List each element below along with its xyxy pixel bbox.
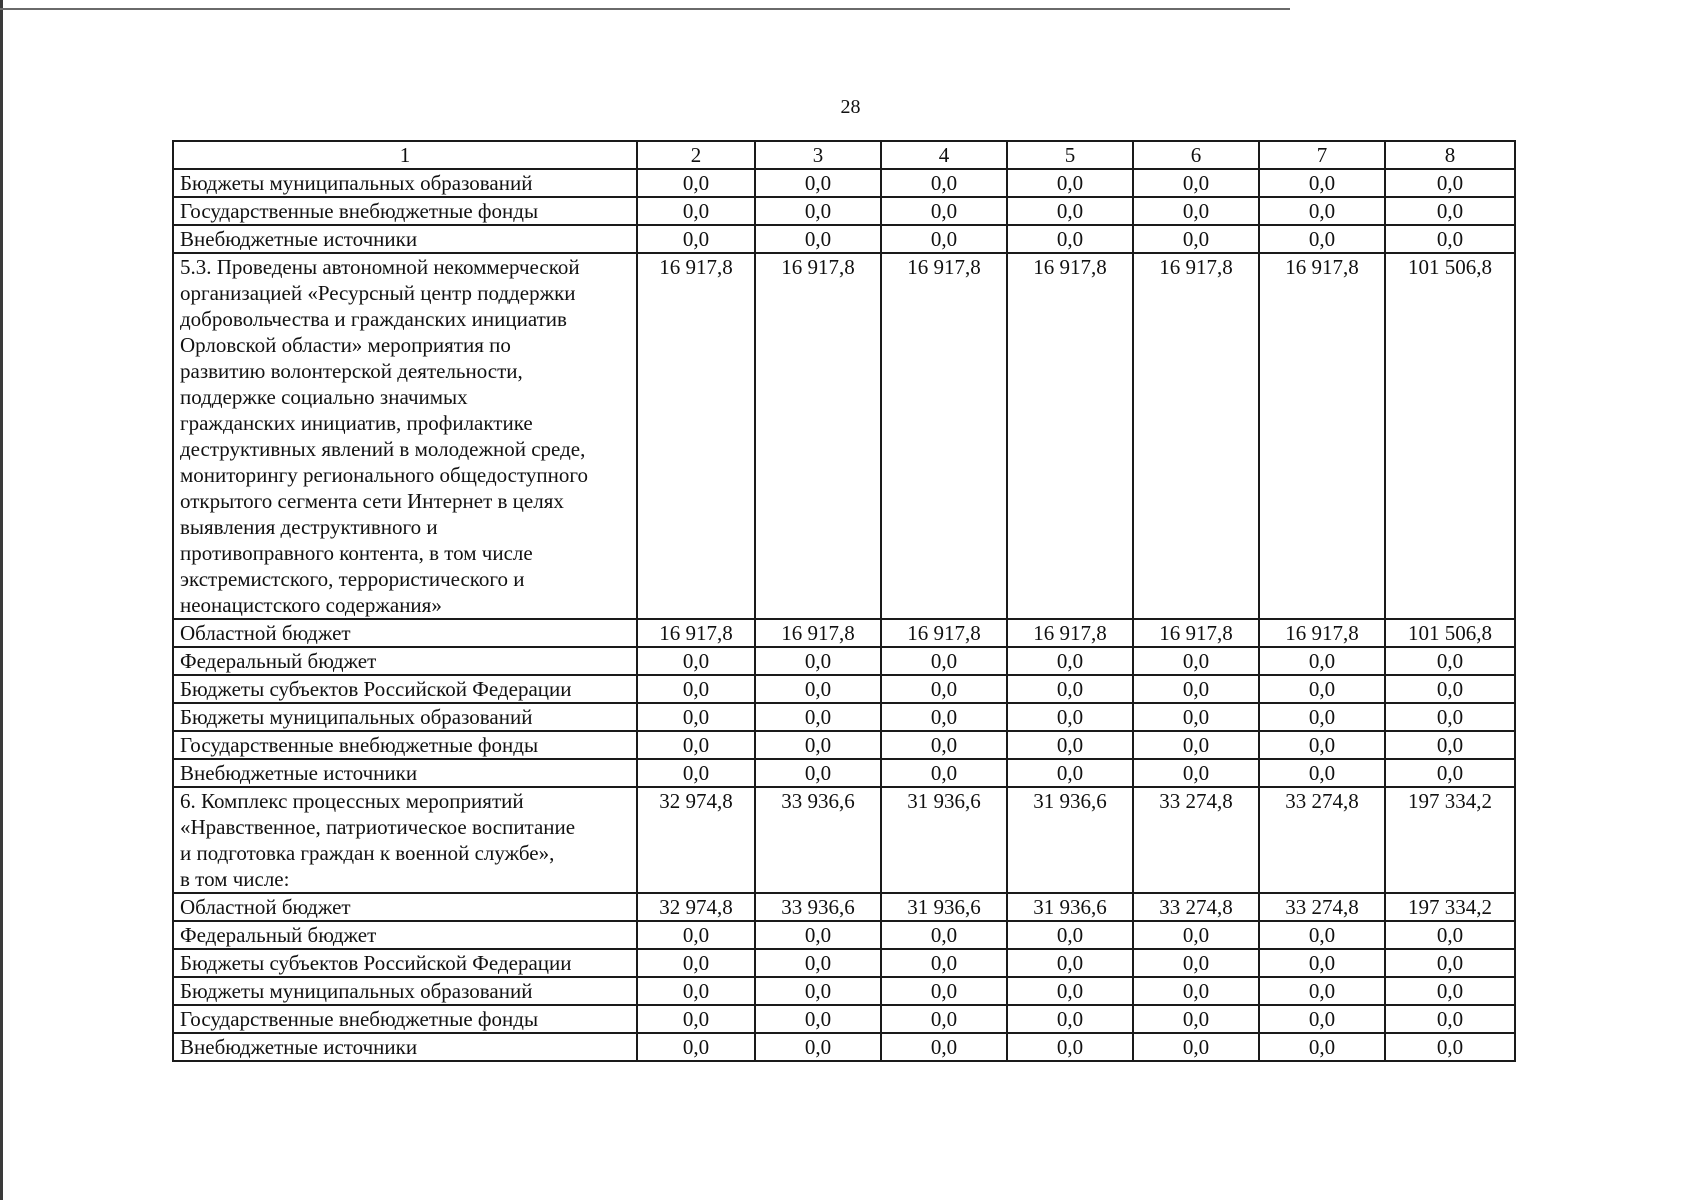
row-label-line: мониторингу регионального общедоступного — [180, 463, 588, 487]
row-value: 16 917,8 — [1007, 619, 1133, 647]
row-value: 197 334,2 — [1385, 893, 1515, 921]
row-value: 0,0 — [1259, 703, 1385, 731]
row-label-line: в том числе: — [180, 867, 290, 891]
scan-edge-top — [0, 8, 1290, 10]
row-value: 0,0 — [637, 197, 755, 225]
row-value: 0,0 — [1259, 169, 1385, 197]
row-value: 0,0 — [1133, 225, 1259, 253]
row-value: 0,0 — [1007, 949, 1133, 977]
row-value: 0,0 — [637, 703, 755, 731]
row-value: 0,0 — [1259, 1033, 1385, 1061]
table-row — [173, 197, 1515, 225]
row-value: 0,0 — [1385, 1033, 1515, 1061]
header-cell: 2 — [637, 141, 755, 169]
table-row — [173, 787, 1515, 893]
row-value: 0,0 — [1133, 949, 1259, 977]
row-value: 0,0 — [1259, 197, 1385, 225]
row-value: 0,0 — [1133, 1005, 1259, 1033]
row-value: 0,0 — [1385, 759, 1515, 787]
row-value: 0,0 — [637, 949, 755, 977]
row-value: 16 917,8 — [881, 619, 1007, 647]
row-value: 0,0 — [1385, 703, 1515, 731]
row-value: 101 506,8 — [1385, 253, 1515, 619]
row-value: 0,0 — [637, 759, 755, 787]
row-label-line: Орловской области» мероприятия по — [180, 333, 511, 357]
row-value: 0,0 — [755, 225, 881, 253]
row-value: 0,0 — [637, 647, 755, 675]
header-cell: 3 — [755, 141, 881, 169]
row-value: 0,0 — [1385, 1005, 1515, 1033]
row-value: 0,0 — [881, 1033, 1007, 1061]
row-value: 16 917,8 — [637, 253, 755, 619]
row-value: 0,0 — [881, 921, 1007, 949]
row-value: 0,0 — [1385, 675, 1515, 703]
row-label — [173, 253, 637, 619]
row-label: Государственные внебюджетные фонды — [173, 197, 637, 225]
row-value: 0,0 — [755, 1005, 881, 1033]
row-label-line: добровольчества и гражданских инициатив — [180, 307, 567, 331]
row-label: Внебюджетные источники — [173, 225, 637, 253]
row-value: 16 917,8 — [755, 253, 881, 619]
row-value: 0,0 — [755, 921, 881, 949]
row-label-line: организацией «Ресурсный центр поддержки — [180, 281, 576, 305]
row-value: 0,0 — [881, 703, 1007, 731]
row-label-line: выявления деструктивного и — [180, 515, 438, 539]
row-value: 0,0 — [881, 759, 1007, 787]
row-label: Бюджеты муниципальных образований — [173, 703, 637, 731]
row-label-line: деструктивных явлений в молодежной среде, — [180, 437, 586, 461]
table-row — [173, 675, 1515, 703]
row-value: 0,0 — [1259, 949, 1385, 977]
row-value: 32 974,8 — [637, 787, 755, 893]
row-value: 0,0 — [1259, 1005, 1385, 1033]
row-label-line: неонацистского содержания» — [180, 593, 442, 617]
row-label: Областной бюджет — [173, 893, 637, 921]
row-value: 0,0 — [1385, 731, 1515, 759]
row-label-line: открытого сегмента сети Интернет в целях — [180, 489, 564, 513]
row-label-line: и подготовка граждан к военной службе», — [180, 841, 555, 865]
table-row — [173, 253, 1515, 619]
row-value: 31 936,6 — [881, 893, 1007, 921]
row-value: 16 917,8 — [1259, 253, 1385, 619]
row-value: 33 274,8 — [1133, 893, 1259, 921]
row-label: Государственные внебюджетные фонды — [173, 731, 637, 759]
table-row — [173, 949, 1515, 977]
row-label-line: гражданских инициатив, профилактике — [180, 411, 533, 435]
row-value: 0,0 — [1007, 759, 1133, 787]
row-value: 31 936,6 — [881, 787, 1007, 893]
row-value: 16 917,8 — [1133, 253, 1259, 619]
row-value: 0,0 — [637, 1005, 755, 1033]
row-value: 0,0 — [1385, 977, 1515, 1005]
row-value: 0,0 — [755, 977, 881, 1005]
row-value: 0,0 — [755, 647, 881, 675]
table-header-row — [173, 141, 1515, 169]
row-value: 0,0 — [755, 169, 881, 197]
row-value: 0,0 — [881, 731, 1007, 759]
row-value: 0,0 — [637, 731, 755, 759]
row-label-line: 5.3. Проведены автономной некоммерческой — [180, 255, 580, 279]
row-label — [173, 787, 637, 893]
row-label: Федеральный бюджет — [173, 921, 637, 949]
table-row — [173, 893, 1515, 921]
row-value: 0,0 — [755, 197, 881, 225]
row-value: 0,0 — [1133, 703, 1259, 731]
table-row — [173, 921, 1515, 949]
row-value: 0,0 — [637, 225, 755, 253]
row-value: 0,0 — [755, 1033, 881, 1061]
table-row — [173, 703, 1515, 731]
row-label: Внебюджетные источники — [173, 759, 637, 787]
row-label-line: 6. Комплекс процессных мероприятий — [180, 789, 524, 813]
row-value: 0,0 — [881, 675, 1007, 703]
row-value: 0,0 — [637, 675, 755, 703]
row-value: 0,0 — [1007, 225, 1133, 253]
row-value: 0,0 — [881, 1005, 1007, 1033]
row-value: 33 936,6 — [755, 893, 881, 921]
row-value: 0,0 — [755, 759, 881, 787]
row-value: 0,0 — [1133, 1033, 1259, 1061]
row-value: 197 334,2 — [1385, 787, 1515, 893]
row-value: 0,0 — [1133, 759, 1259, 787]
row-value: 0,0 — [1007, 703, 1133, 731]
row-value: 0,0 — [1007, 675, 1133, 703]
row-value: 0,0 — [1133, 921, 1259, 949]
table-row — [173, 977, 1515, 1005]
row-label-line: противоправного контента, в том числе — [180, 541, 533, 565]
row-value: 0,0 — [1385, 197, 1515, 225]
row-value: 0,0 — [1007, 921, 1133, 949]
row-value: 0,0 — [755, 703, 881, 731]
row-value: 33 936,6 — [755, 787, 881, 893]
table-row — [173, 731, 1515, 759]
table-row — [173, 169, 1515, 197]
row-value: 0,0 — [637, 169, 755, 197]
row-value: 32 974,8 — [637, 893, 755, 921]
row-value: 0,0 — [1259, 977, 1385, 1005]
row-value: 31 936,6 — [1007, 893, 1133, 921]
row-value: 0,0 — [1133, 731, 1259, 759]
row-label: Областной бюджет — [173, 619, 637, 647]
row-value: 16 917,8 — [1259, 619, 1385, 647]
table-body — [173, 141, 1515, 1061]
row-value: 0,0 — [1007, 1005, 1133, 1033]
table-row — [173, 619, 1515, 647]
row-value: 0,0 — [1007, 731, 1133, 759]
row-value: 0,0 — [1007, 1033, 1133, 1061]
row-value: 0,0 — [1259, 731, 1385, 759]
row-value: 0,0 — [881, 949, 1007, 977]
row-value: 31 936,6 — [1007, 787, 1133, 893]
row-value: 0,0 — [1133, 169, 1259, 197]
row-value: 0,0 — [1007, 197, 1133, 225]
row-value: 0,0 — [637, 921, 755, 949]
row-value: 0,0 — [1385, 225, 1515, 253]
row-value: 16 917,8 — [637, 619, 755, 647]
table-row — [173, 1033, 1515, 1061]
row-value: 0,0 — [1385, 949, 1515, 977]
header-cell: 1 — [173, 141, 637, 169]
row-value: 0,0 — [1385, 647, 1515, 675]
row-value: 0,0 — [637, 1033, 755, 1061]
row-value: 0,0 — [881, 977, 1007, 1005]
row-value: 0,0 — [1259, 225, 1385, 253]
row-value: 0,0 — [1385, 921, 1515, 949]
row-label: Бюджеты субъектов Российской Федерации — [173, 675, 637, 703]
table-row — [173, 225, 1515, 253]
row-value: 33 274,8 — [1133, 787, 1259, 893]
row-value: 16 917,8 — [755, 619, 881, 647]
row-value: 33 274,8 — [1259, 893, 1385, 921]
row-value: 0,0 — [1133, 647, 1259, 675]
page-number: 28 — [840, 96, 861, 118]
row-label-line: «Нравственное, патриотическое воспитание — [180, 815, 576, 839]
row-value: 0,0 — [1133, 977, 1259, 1005]
header-cell: 5 — [1007, 141, 1133, 169]
row-label: Внебюджетные источники — [173, 1033, 637, 1061]
row-value: 0,0 — [1259, 921, 1385, 949]
row-value: 16 917,8 — [1007, 253, 1133, 619]
row-label: Государственные внебюджетные фонды — [173, 1005, 637, 1033]
budget-table — [172, 140, 1516, 1062]
row-label: Федеральный бюджет — [173, 647, 637, 675]
row-value: 0,0 — [881, 197, 1007, 225]
table-row — [173, 759, 1515, 787]
row-value: 0,0 — [637, 977, 755, 1005]
row-value: 0,0 — [1007, 977, 1133, 1005]
row-value: 101 506,8 — [1385, 619, 1515, 647]
row-value: 0,0 — [1259, 647, 1385, 675]
row-value: 0,0 — [755, 675, 881, 703]
row-label-line: поддержке социально значимых — [180, 385, 468, 409]
row-value: 0,0 — [1133, 197, 1259, 225]
row-value: 0,0 — [1007, 169, 1133, 197]
row-value: 0,0 — [1385, 169, 1515, 197]
header-cell: 8 — [1385, 141, 1515, 169]
header-cell: 7 — [1259, 141, 1385, 169]
row-value: 0,0 — [1133, 675, 1259, 703]
row-value: 0,0 — [881, 225, 1007, 253]
row-label-line: развитию волонтерской деятельности, — [180, 359, 523, 383]
row-label: Бюджеты муниципальных образований — [173, 169, 637, 197]
row-value: 16 917,8 — [1133, 619, 1259, 647]
row-value: 33 274,8 — [1259, 787, 1385, 893]
row-label: Бюджеты субъектов Российской Федерации — [173, 949, 637, 977]
header-cell: 4 — [881, 141, 1007, 169]
table-row — [173, 1005, 1515, 1033]
row-label-line: экстремистского, террористического и — [180, 567, 525, 591]
row-value: 0,0 — [881, 647, 1007, 675]
row-value: 0,0 — [755, 731, 881, 759]
scan-edge-left — [0, 0, 3, 1200]
row-value: 0,0 — [1007, 647, 1133, 675]
header-cell: 6 — [1133, 141, 1259, 169]
row-value: 0,0 — [1259, 759, 1385, 787]
row-value: 0,0 — [1259, 675, 1385, 703]
row-value: 0,0 — [755, 949, 881, 977]
row-value: 16 917,8 — [881, 253, 1007, 619]
row-value: 0,0 — [881, 169, 1007, 197]
row-label: Бюджеты муниципальных образований — [173, 977, 637, 1005]
table-row — [173, 647, 1515, 675]
